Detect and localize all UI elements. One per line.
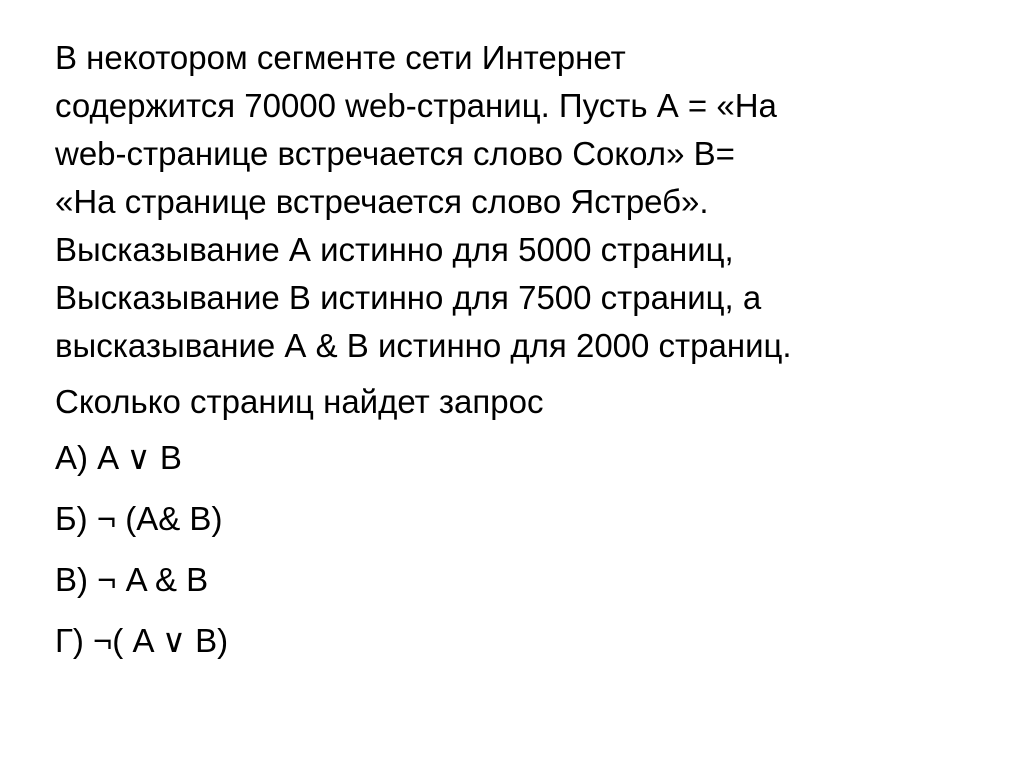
statement-line: «На странице встречается слово Ястреб». — [55, 183, 709, 220]
statement-line: содержится 70000 web-страниц. Пусть А = «На — [55, 87, 777, 124]
slide-content — [55, 34, 985, 682]
statement-line: Высказывание А истинно для 5000 страниц, — [55, 231, 734, 268]
option-b: Б) ¬ (A& B) — [55, 500, 223, 537]
option-v: В) ¬ A & B — [55, 561, 209, 598]
option-g: Г) ¬( A ∨ B) — [55, 622, 229, 659]
answer-options — [55, 438, 985, 661]
statement-line: web-странице встречается слово Сокол» В= — [55, 135, 735, 172]
statement-line: Высказывание В истинно для 7500 страниц, а — [55, 279, 762, 316]
question-text: Сколько страниц найдет запрос — [55, 383, 544, 420]
option-a: А) A ∨ B — [55, 439, 182, 476]
statement-line: высказывание А & В истинно для 2000 страниц. — [55, 327, 792, 364]
problem-statement — [55, 34, 985, 370]
statement-line: В некотором сегменте сети Интернет — [55, 39, 626, 76]
